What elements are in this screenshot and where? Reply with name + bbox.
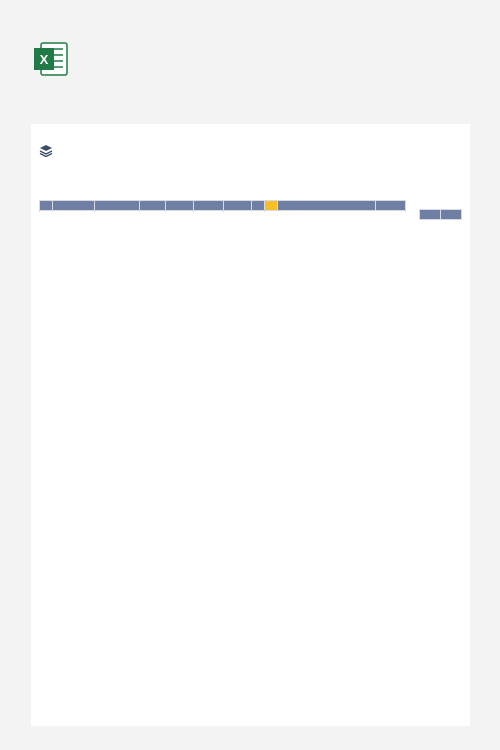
side-col-dept: [420, 210, 441, 220]
dept-bar-chart: [269, 144, 409, 206]
breakdown-table: [39, 200, 406, 211]
col-overdue: [265, 201, 278, 211]
dept-summary-table: [419, 209, 462, 220]
col-no: [40, 201, 53, 211]
side-col-count: [441, 210, 462, 220]
col-duration: [166, 201, 194, 211]
spreadsheet-preview: [31, 124, 470, 726]
col-budget: [194, 201, 224, 211]
col-name: [53, 201, 95, 211]
stat-completed: [191, 170, 221, 173]
col-due: [224, 201, 252, 211]
excel-logo-icon: [31, 39, 71, 79]
col-dept-group: [278, 201, 376, 211]
col-done: [252, 201, 265, 211]
stat-breakdown-count: [95, 170, 135, 173]
col-start: [140, 201, 166, 211]
svg-text:X: X: [39, 52, 49, 67]
layers-icon: [39, 144, 53, 158]
stat-projects: [53, 170, 83, 173]
stat-overdue: [221, 170, 251, 173]
col-split: [95, 201, 140, 211]
col-note: [376, 201, 406, 211]
stat-budget: [139, 170, 189, 173]
